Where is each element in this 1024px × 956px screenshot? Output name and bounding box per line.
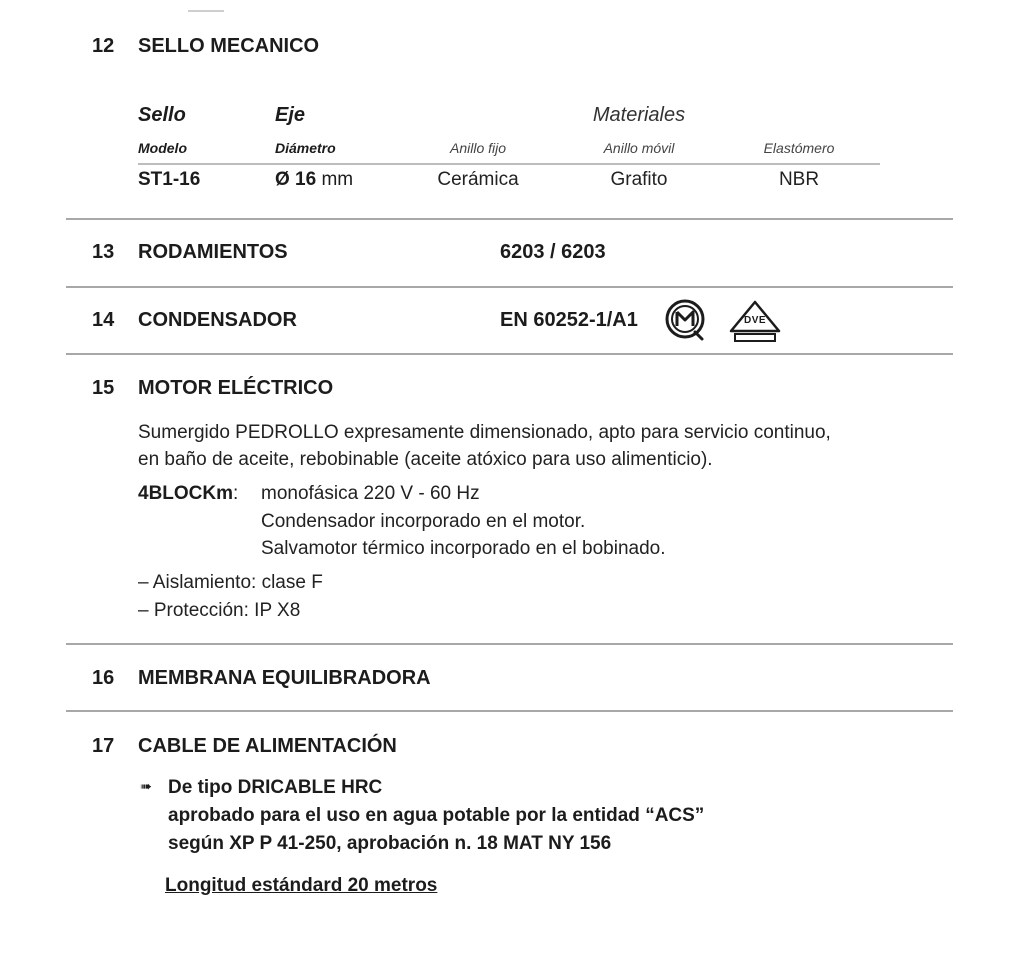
divider-13: [66, 286, 953, 288]
section-12-title: SELLO MECANICO: [138, 35, 320, 57]
subheader-diametro: Diámetro: [275, 140, 336, 156]
top-mark: [188, 10, 224, 12]
section-13-value: 6203 / 6203: [500, 241, 606, 263]
subheader-anillo-fijo: Anillo fijo: [449, 140, 507, 156]
bullet-proteccion: – Protección: IP X8: [138, 600, 301, 621]
section-15-para-line2: en baño de aceite, rebobinable (aceite atóxico para uso alimenticio).: [138, 449, 713, 470]
section-15-para-line1: Sumergido PEDROLLO expresamente dimensionado, apto para servicio continuo,: [138, 422, 831, 443]
section-13-title: RODAMIENTOS: [138, 241, 288, 263]
subheader-modelo: Modelo: [138, 140, 187, 156]
divider-14: [66, 353, 953, 355]
section-17-title: CABLE DE ALIMENTACIÓN: [138, 735, 397, 757]
value-anillo-movil: Grafito: [610, 169, 668, 190]
model-colon: :: [233, 483, 239, 504]
value-diametro-unit: mm: [321, 169, 354, 190]
value-anillo-fijo: Cerámica: [437, 169, 519, 190]
value-diametro-bold: Ø 16: [275, 169, 317, 190]
cable-line-2: aprobado para el uso en agua potable por la entidad “ACS”: [168, 805, 705, 826]
arrow-icon: ➠: [140, 779, 152, 795]
section-15-title: MOTOR ELÉCTRICO: [138, 377, 334, 399]
divider-15: [66, 643, 953, 645]
section-14-number: 14: [92, 309, 115, 331]
header-materiales: Materiales: [592, 104, 686, 126]
spec-line-1: monofásica 220 V - 60 Hz: [261, 483, 480, 504]
dve-cert-icon: [727, 298, 783, 344]
value-modelo: ST1-16: [138, 169, 201, 190]
section-16-number: 16: [92, 667, 115, 689]
section-16-title: MEMBRANA EQUILIBRADORA: [138, 667, 431, 689]
section-12-number: 12: [92, 35, 115, 57]
section-14-value: EN 60252-1/A1: [500, 309, 638, 331]
dve-cert-text: DVE: [743, 315, 767, 326]
divider-12: [66, 218, 953, 220]
cable-length: Longitud estándard 20 metros: [165, 875, 438, 896]
cable-line-1: De tipo DRICABLE HRC: [168, 777, 383, 798]
spec-line-3: Salvamotor térmico incorporado en el bobinado.: [261, 538, 666, 559]
spec-line-2: Condensador incorporado en el motor.: [261, 511, 586, 532]
section-13-number: 13: [92, 241, 115, 263]
value-diametro: [275, 169, 353, 191]
imq-cert-icon: [664, 298, 708, 342]
subheader-elastomero: Elastómero: [763, 140, 835, 156]
model-label: 4BLOCKm: [138, 483, 234, 504]
section-15-number: 15: [92, 377, 115, 399]
section-17-number: 17: [92, 735, 115, 757]
bullet-aislamiento: – Aislamiento: clase F: [138, 572, 323, 593]
section-14-title: CONDENSADOR: [138, 309, 297, 331]
table-header-rule: [138, 163, 880, 165]
value-elastomero: NBR: [778, 169, 820, 190]
subheader-anillo-movil: Anillo móvil: [603, 140, 675, 156]
header-eje: Eje: [275, 104, 306, 126]
model-label-wrap: [138, 483, 238, 505]
divider-16: [66, 710, 953, 712]
header-sello: Sello: [138, 104, 186, 126]
cable-line-3: según XP P 41-250, aprobación n. 18 MAT NY 156: [168, 833, 612, 854]
